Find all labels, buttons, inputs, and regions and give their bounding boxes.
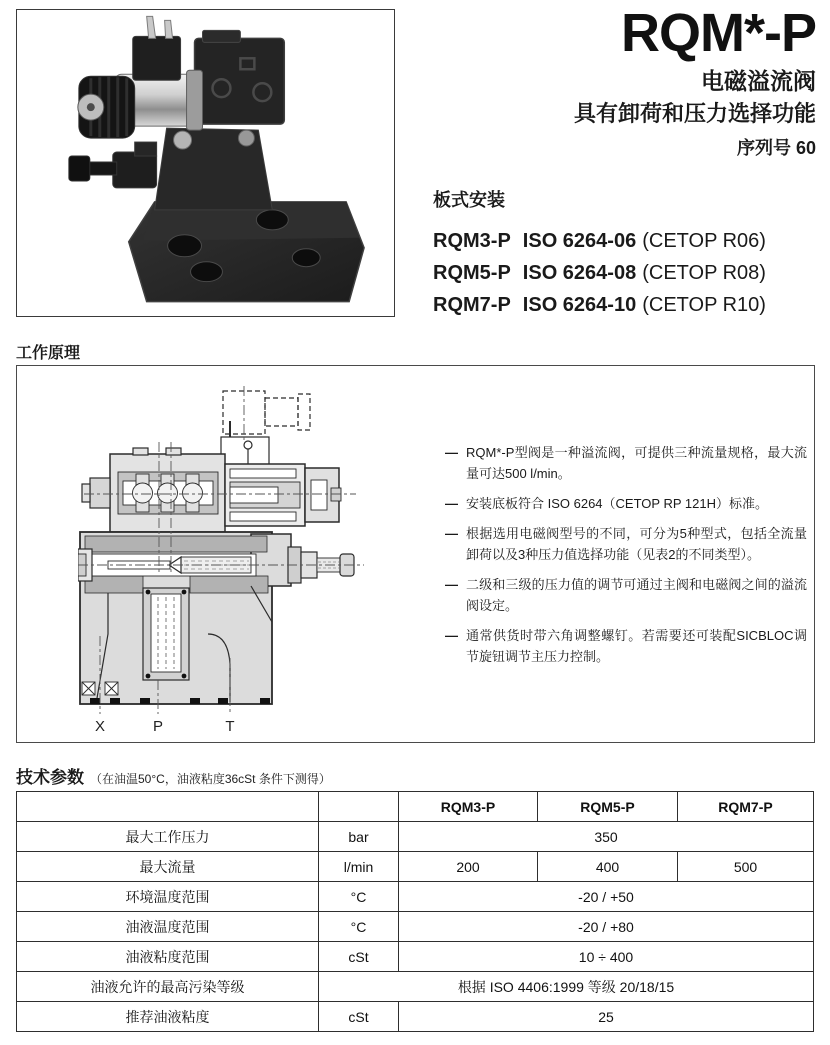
table-row	[17, 972, 814, 1002]
connector-pin	[147, 16, 156, 38]
header-empty-unit	[319, 792, 399, 822]
adjustment-screw	[113, 152, 157, 188]
table-row	[17, 1002, 814, 1032]
coil-connector	[133, 36, 181, 80]
connector-pin	[165, 20, 173, 38]
bullet-pressure-setting	[445, 574, 807, 616]
bullet-text: 通常供货时带六角调整螺钉。若需要还可装配SICBLOC调节旋钮调节主压力控制。	[466, 628, 807, 664]
bullet-dash: —	[445, 628, 458, 643]
header-empty-label	[17, 792, 319, 822]
row-unit: cSt	[319, 942, 399, 972]
bullet-dash: —	[445, 445, 458, 460]
model-code: RQM3-P	[433, 230, 511, 252]
valve-section-diagram	[78, 384, 368, 714]
table-row	[17, 852, 814, 882]
iso-standard: ISO 6264-06	[522, 230, 637, 252]
bullet-text: 安装底板符合 ISO 6264（CETOP RP 121H）标准。	[466, 496, 768, 511]
row-value: -20 / +80	[399, 912, 814, 942]
row-label: 推荐油液粘度	[17, 1002, 319, 1032]
bullet-dash: —	[445, 526, 458, 541]
specs-heading	[16, 763, 331, 788]
bullet-text: 根据选用电磁阀型号的不同，可分为5种型式，包括全流量卸荷以及3种压力值选择功能（见表2的不同类型）。	[466, 526, 807, 562]
product-photo-valve-illustration	[17, 10, 394, 316]
table-row	[17, 882, 814, 912]
bullet-mounting-standard	[445, 493, 807, 514]
table-header-row	[17, 792, 814, 822]
table-row	[17, 822, 814, 852]
specs-table	[16, 791, 814, 1032]
subtitle-function: 具有卸荷和压力选择功能	[573, 101, 816, 126]
specs-note: （在油温50°C，油液粘度36cSt 条件下测得）	[90, 772, 331, 786]
bullet-adjustment-options	[445, 625, 807, 667]
header-rqm5p: RQM5-P	[538, 792, 678, 822]
row-value: 10 ÷ 400	[399, 942, 814, 972]
row-value: 根据 ISO 4406:1999 等级 20/18/15	[319, 972, 814, 1002]
row-unit: cSt	[319, 1002, 399, 1032]
bullet-text: RQM*-P型阀是一种溢流阀，可提供三种流量规格，最大流量可达500 l/min。	[466, 445, 807, 481]
row-value: 350	[399, 822, 814, 852]
valve-mid-body	[155, 128, 273, 210]
row-label: 最大流量	[17, 852, 319, 882]
page-title: RQM*-P	[621, 3, 816, 63]
row-unit: l/min	[319, 852, 399, 882]
mounting-section	[433, 186, 766, 321]
product-photo-frame	[16, 9, 395, 317]
bullet-flow-sizes	[445, 442, 807, 484]
header-rqm3p: RQM3-P	[399, 792, 538, 822]
row-label: 油液温度范围	[17, 912, 319, 942]
cetop-code: (CETOP R10)	[642, 294, 766, 316]
iso-standard: ISO 6264-08	[522, 262, 637, 284]
row-label: 油液允许的最高污染等级	[17, 972, 319, 1002]
row-label: 最大工作压力	[17, 822, 319, 852]
port-label-t: T	[225, 718, 235, 735]
model-line-rqm5	[433, 257, 766, 289]
row-value: 400	[538, 852, 678, 882]
bullet-dash: —	[445, 577, 458, 592]
title-block	[573, 3, 816, 160]
row-unit: bar	[319, 822, 399, 852]
row-value: 500	[678, 852, 814, 882]
cetop-code: (CETOP R08)	[642, 262, 766, 284]
cetop-code: (CETOP R06)	[642, 230, 766, 252]
model-line-rqm7	[433, 289, 766, 321]
table-row	[17, 912, 814, 942]
principle-bullet-list	[445, 442, 807, 676]
model-code: RQM7-P	[433, 294, 511, 316]
row-value: 200	[399, 852, 538, 882]
working-principle-box	[16, 365, 815, 743]
iso-standard: ISO 6264-10	[522, 294, 637, 316]
row-unit: °C	[319, 912, 399, 942]
working-principle-heading: 工作原理	[16, 345, 81, 362]
model-code: RQM5-P	[433, 262, 511, 284]
row-unit: °C	[319, 882, 399, 912]
model-line-rqm3	[433, 225, 766, 257]
bullet-dash: —	[445, 496, 458, 511]
bullet-text: 二级和三级的压力值的调节可通过主阀和电磁阀之间的溢流阀设定。	[466, 577, 807, 613]
row-label: 环境温度范围	[17, 882, 319, 912]
row-value: -20 / +50	[399, 882, 814, 912]
header-rqm7p: RQM7-P	[678, 792, 814, 822]
port-label-p: P	[152, 718, 164, 735]
table-row	[17, 942, 814, 972]
row-label: 油液粘度范围	[17, 942, 319, 972]
series-number: 序列号 60	[736, 138, 816, 158]
port-label-x: X	[94, 718, 106, 735]
mounting-heading: 板式安装	[433, 190, 505, 210]
bullet-versions	[445, 523, 807, 565]
valve-top-housing	[195, 38, 285, 124]
subtitle-valve-type: 电磁溢流阀	[701, 68, 816, 94]
row-value: 25	[399, 1002, 814, 1032]
specs-title: 技术参数	[16, 768, 84, 787]
